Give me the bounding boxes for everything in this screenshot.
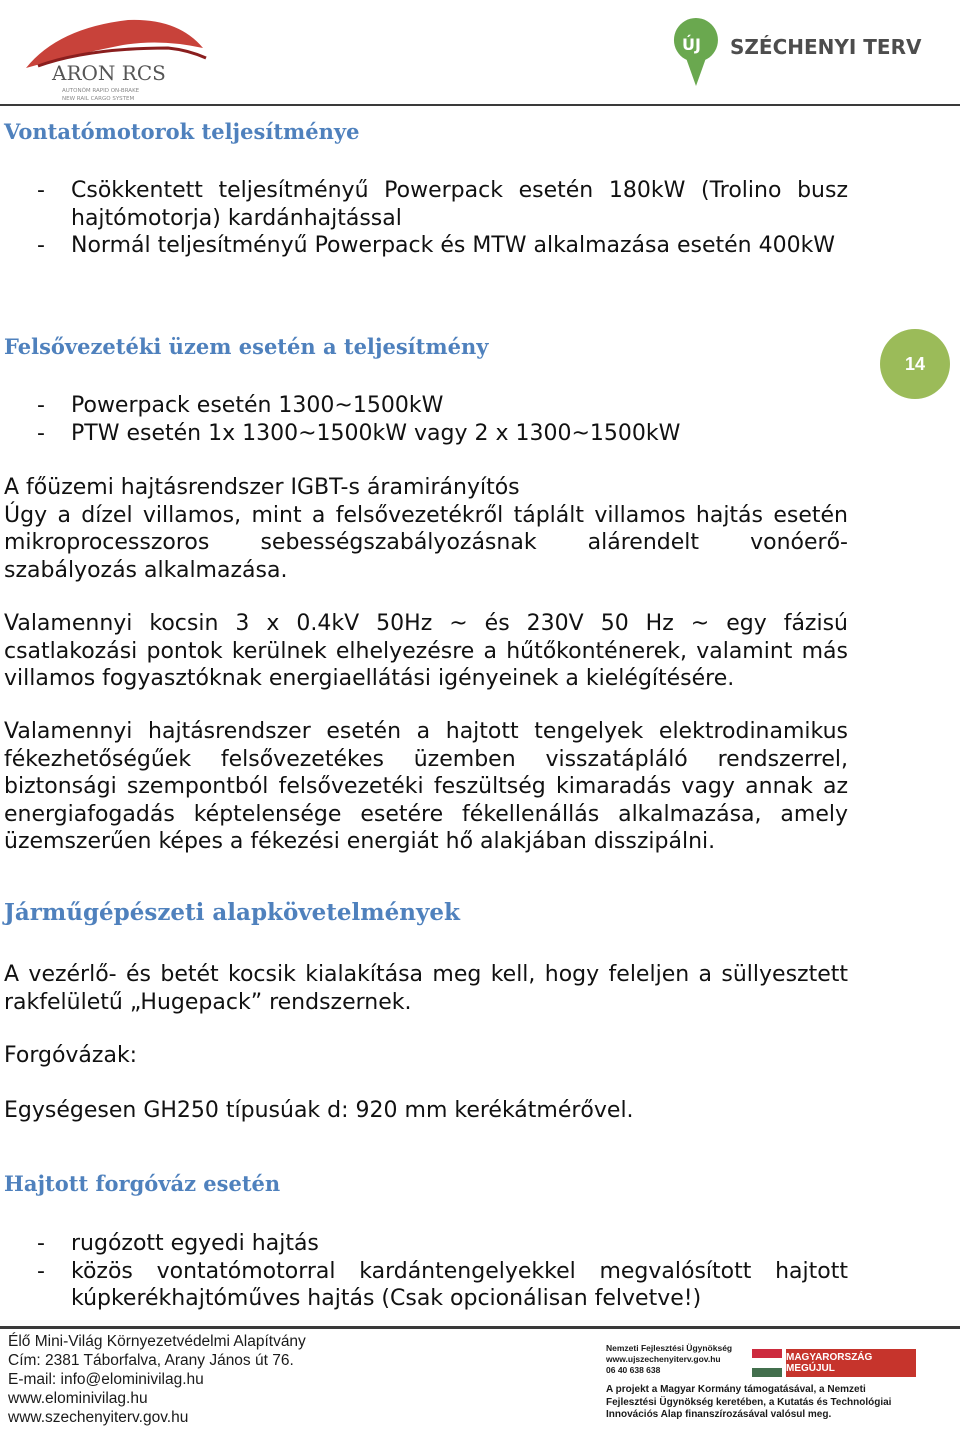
header-divider [0, 104, 960, 106]
hungarian-flag-icon [752, 1349, 782, 1377]
svg-text:ARON RCS: ARON RCS [52, 61, 166, 85]
agency-website: www.ujszechenyiterv.gov.hu [606, 1354, 721, 1364]
svg-text:NEW RAIL CARGO SYSTEM: NEW RAIL CARGO SYSTEM [62, 96, 135, 102]
svg-text:SZÉCHENYI TERV: SZÉCHENYI TERV [730, 35, 922, 59]
paragraph-bogies-spec: Egységesen GH250 típusúak d: 920 mm kerékátmérővel. [4, 1098, 634, 1123]
footer-address: Cím: 2381 Táborfalva, Arany János út 76. [8, 1352, 294, 1369]
list-item: - Powerpack esetén 1300~1500kW [37, 393, 444, 418]
list-item: - közös vontatómotorral kardántengelyekkel megvalósított hajtott kúpkerékhajtóműves hajtás (Csak opcionálisan felvetve!) [37, 1258, 848, 1311]
paragraph-main-drive [4, 474, 848, 584]
paragraph-bogies-label: Forgóvázak: [4, 1043, 138, 1068]
paragraph-hugepack: A vezérlő- és betét kocsik kialakítása meg kell, hogy feleljen a süllyesztett rakfelületű „Hugepack” rendszernek. [4, 962, 848, 1015]
paragraph-power-connections: Valamennyi kocsin 3 x 0.4kV 50Hz ~ és 230V 50 Hz ~ egy fázisú csatlakozási pontok kerülnek elhelyezésre a hűtőkonténerek, valamint más villamos fogyasztóknak energiaellátási igényeinek a kielégítésére. [4, 611, 848, 691]
list-item: - Normál teljesítményű Powerpack és MTW alkalmazása esetén 400kW [37, 233, 836, 258]
paragraph-braking: Valamennyi hajtásrendszer esetén a hajtott tengelyek elektrodinamikus fékezhetőségűek felsővezetékes üzemben visszatápláló rendszerrel, biztonsági szempontból felsővezetéki feszültség kimaradás vagy annak az energiafogadás képtelensége esetére fékellenállás alkalmazása, amely üzemszerűen képes a fékezési energiát hő alakjában disszipálni. [4, 719, 848, 854]
bullet-list-driven-bogie [4, 1230, 848, 1313]
list-item: - rugózott egyedi hajtás [37, 1231, 319, 1256]
bullet-list-traction-motors [4, 177, 848, 260]
paragraph-line: Úgy a dízel villamos, mint a felsővezetékről táplált villamos hajtás esetén mikroprocesszoros sebességszabályozásnak alárendelt vonóerő-szabályozás alkalmazása. [4, 502, 848, 583]
footer-divider [0, 1326, 960, 1329]
svg-text:AUTONÓM RAPID ON-BRAKE: AUTONÓM RAPID ON-BRAKE [62, 88, 140, 94]
bullet-list-overhead-power [4, 392, 848, 447]
section-heading-vehicle-requirements: Járműgépészeti alapkövetelmények [4, 899, 460, 926]
page-number-badge: 14 [880, 329, 950, 399]
section-heading-driven-bogie: Hajtott forgóváz esetén [4, 1171, 281, 1196]
paragraph-line: A főüzemi hajtásrendszer IGBT-s áramirányítós [4, 475, 520, 500]
magyarorszag-megujul-badge: MAGYARORSZÁG MEGÚJUL [786, 1349, 916, 1377]
svg-text:ÚJ: ÚJ [682, 35, 701, 54]
footer-contact [8, 1332, 588, 1427]
footer-org-name: Élő Mini-Világ Környezetvédelmi Alapítvány [8, 1333, 306, 1350]
list-item: - PTW esetén 1x 1300~1500kW vagy 2 x 1300~1500kW [37, 420, 681, 446]
list-item: - Csökkentett teljesítményű Powerpack esetén 180kW (Trolino busz hajtómotorja) kardánhajtással [37, 178, 848, 231]
agency-name: Nemzeti Fejlesztési Ügynökség [606, 1343, 733, 1353]
footer-email: E-mail: info@elominivilag.hu [8, 1371, 204, 1388]
szechenyi-terv-logo [672, 14, 922, 94]
section-heading-traction-motors: Vontatómotorok teljesítménye [4, 119, 360, 144]
footer-website-link: www.elominivilag.hu [8, 1390, 148, 1407]
aron-rcs-logo [18, 8, 218, 104]
funding-note: A projekt a Magyar Kormány támogatásával, a Nemzeti Fejlesztési Ügynökség keretében, a Kutatás és Technológiai Innovációs Alap finanszírozásával valósul meg. [606, 1384, 892, 1420]
agency-phone: 06 40 638 638 [606, 1365, 661, 1375]
footer-website-link: www.szechenyiterv.gov.hu [8, 1409, 189, 1426]
section-heading-overhead-power: Felsővezetéki üzem esetén a teljesítmény [4, 334, 489, 359]
